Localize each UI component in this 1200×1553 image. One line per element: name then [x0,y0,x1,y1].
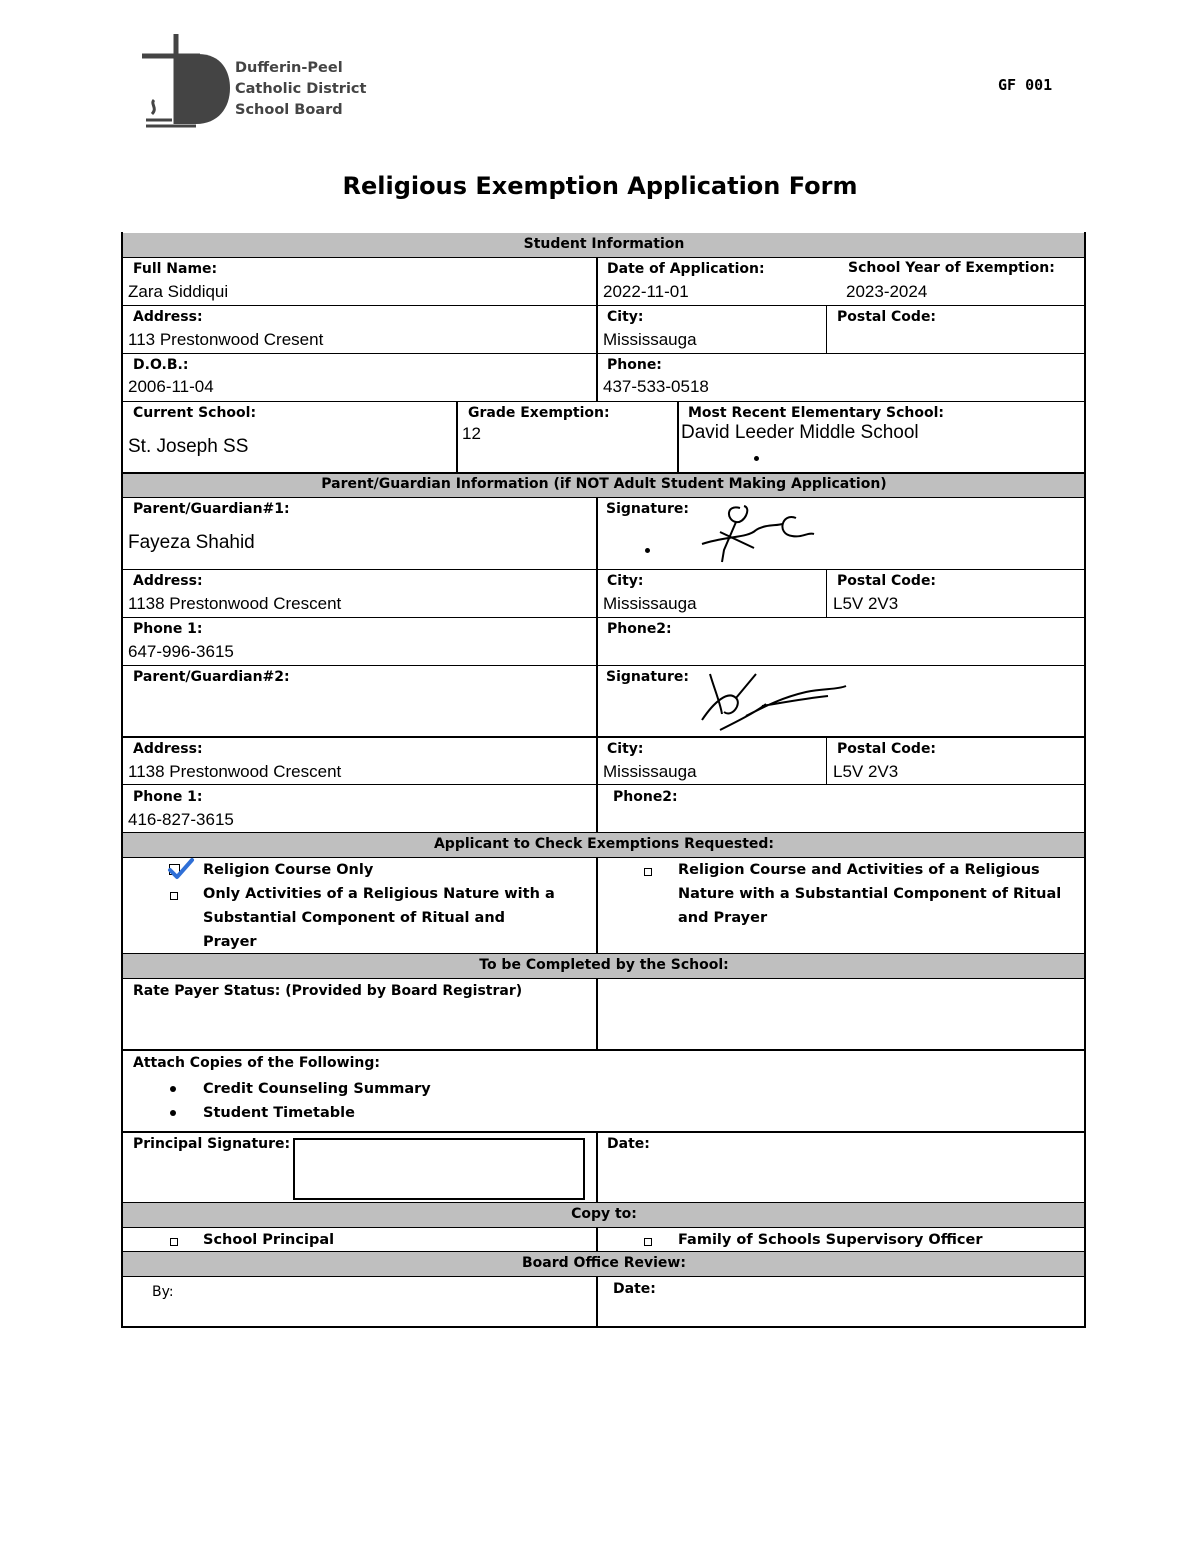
review-date-label: Date: [613,1281,656,1297]
religion-course-only-label: Religion Course Only [203,862,374,878]
exemption-section-header: Applicant to Check Exemptions Requested: [123,833,1085,857]
guardian1-phone1-label: Phone 1: [133,621,203,637]
copy-principal-checkbox[interactable] [170,1238,178,1246]
guardian2-signature-image[interactable] [696,668,850,736]
dob-label: D.O.B.: [133,357,189,373]
student-address-label: Address: [133,309,203,325]
logo-mark-icon [138,32,238,132]
review-section-header: Board Office Review: [123,1252,1085,1276]
activities-only-checkbox[interactable] [170,892,178,900]
form-title: Religious Exemption Application Form [342,172,858,200]
guardian2-label: Parent/Guardian#2: [133,669,290,685]
guardian2-address-field[interactable]: 1138 Prestonwood Crescent [128,762,342,781]
guardian2-postal-label: Postal Code: [837,741,937,757]
school-section-header: To be Completed by the School: [123,954,1085,978]
attach-item-2: Student Timetable [203,1105,355,1121]
guardian1-label: Parent/Guardian#1: [133,501,290,517]
bullet-mark [170,1086,176,1092]
date-application-field[interactable]: 2022-11-01 [603,282,689,301]
activities-only-label: Only Activities of a Religious Nature with a Substantial Component of Ritual and Prayer [203,886,555,950]
form-code: GF 001 [998,76,1053,94]
copy-principal-label: School Principal [203,1232,335,1248]
current-school-field[interactable]: St. Joseph SS [128,436,249,457]
principal-signature-label: Principal Signature: [133,1136,291,1152]
grade-exemption-label: Grade Exemption: [468,405,610,421]
current-school-label: Current School: [133,405,257,421]
check-mark-icon [167,857,195,881]
copy-supervisory-checkbox[interactable] [644,1238,652,1246]
full-name-label: Full Name: [133,261,218,277]
student-address-field[interactable]: 113 Prestonwood Cresent [128,330,324,349]
rate-payer-label: Rate Payer Status: (Provided by Board Registrar) [133,983,523,999]
attach-copies-label: Attach Copies of the Following: [133,1055,380,1071]
elementary-school-label: Most Recent Elementary School: [688,405,944,421]
guardian2-signature-label: Signature: [606,669,689,685]
principal-signature-box[interactable] [293,1138,585,1200]
student-postal-label: Postal Code: [837,309,937,325]
bullet-mark [170,1110,176,1116]
review-by-label: By: [152,1284,174,1300]
guardian1-postal-label: Postal Code: [837,573,937,589]
guardian2-address-label: Address: [133,741,203,757]
copy-section-header: Copy to: [123,1203,1085,1227]
principal-date-label: Date: [607,1136,650,1152]
rate-payer-field[interactable] [598,979,1084,1049]
student-city-field[interactable]: Mississauga [603,330,697,349]
guardian1-city-field[interactable]: Mississauga [603,594,697,613]
bullet-mark [754,456,759,461]
guardian1-city-label: City: [607,573,644,589]
guardian2-phone1-label: Phone 1: [133,789,203,805]
board-name-line-1: Dufferin-Peel [235,60,343,76]
student-section-header: Student Information [123,233,1085,257]
guardian1-signature-image[interactable] [696,500,820,566]
guardian2-city-field[interactable]: Mississauga [603,762,697,781]
date-application-label: Date of Application: [607,261,765,277]
guardian1-signature-label: Signature: [606,501,689,517]
guardian2-postal-field[interactable]: L5V 2V3 [833,762,899,781]
full-name-field[interactable]: Zara Siddiqui [128,282,229,301]
guardian2-city-label: City: [607,741,644,757]
school-year-label: School Year of Exemption: [848,260,1055,276]
attach-item-1: Credit Counseling Summary [203,1081,431,1097]
student-phone-field[interactable]: 437-533-0518 [603,377,709,396]
student-city-label: City: [607,309,644,325]
guardian1-address-field[interactable]: 1138 Prestonwood Crescent [128,594,342,613]
guardian2-phone2-label: Phone2: [613,789,678,805]
student-phone-label: Phone: [607,357,662,373]
elementary-school-field[interactable]: David Leeder Middle School [681,422,919,443]
board-name [235,58,366,121]
dob-field[interactable]: 2006-11-04 [128,377,214,396]
board-name-line-3: School Board [235,102,343,118]
guardian1-postal-field[interactable]: L5V 2V3 [833,594,899,613]
course-and-activities-label: Religion Course and Activities of a Religious Nature with a Substantial Component of Ritual and Prayer [678,862,1062,926]
school-year-field[interactable]: 2023-2024 [846,282,928,301]
guardian1-name-field[interactable]: Fayeza Shahid [128,532,255,553]
board-name-line-2: Catholic District [235,81,367,97]
guardian1-address-label: Address: [133,573,203,589]
guardian1-phone1-field[interactable]: 647-996-3615 [128,642,234,661]
copy-supervisory-label: Family of Schools Supervisory Officer [678,1232,983,1248]
course-and-activities-checkbox[interactable] [644,868,652,876]
guardian1-phone2-label: Phone2: [607,621,672,637]
bullet-mark [645,548,650,553]
parent-section-header: Parent/Guardian Information (if NOT Adult Student Making Application) [123,473,1085,497]
board-logo [138,32,378,132]
grade-exemption-field[interactable]: 12 [462,424,481,443]
guardian2-phone1-field[interactable]: 416-827-3615 [128,810,234,829]
